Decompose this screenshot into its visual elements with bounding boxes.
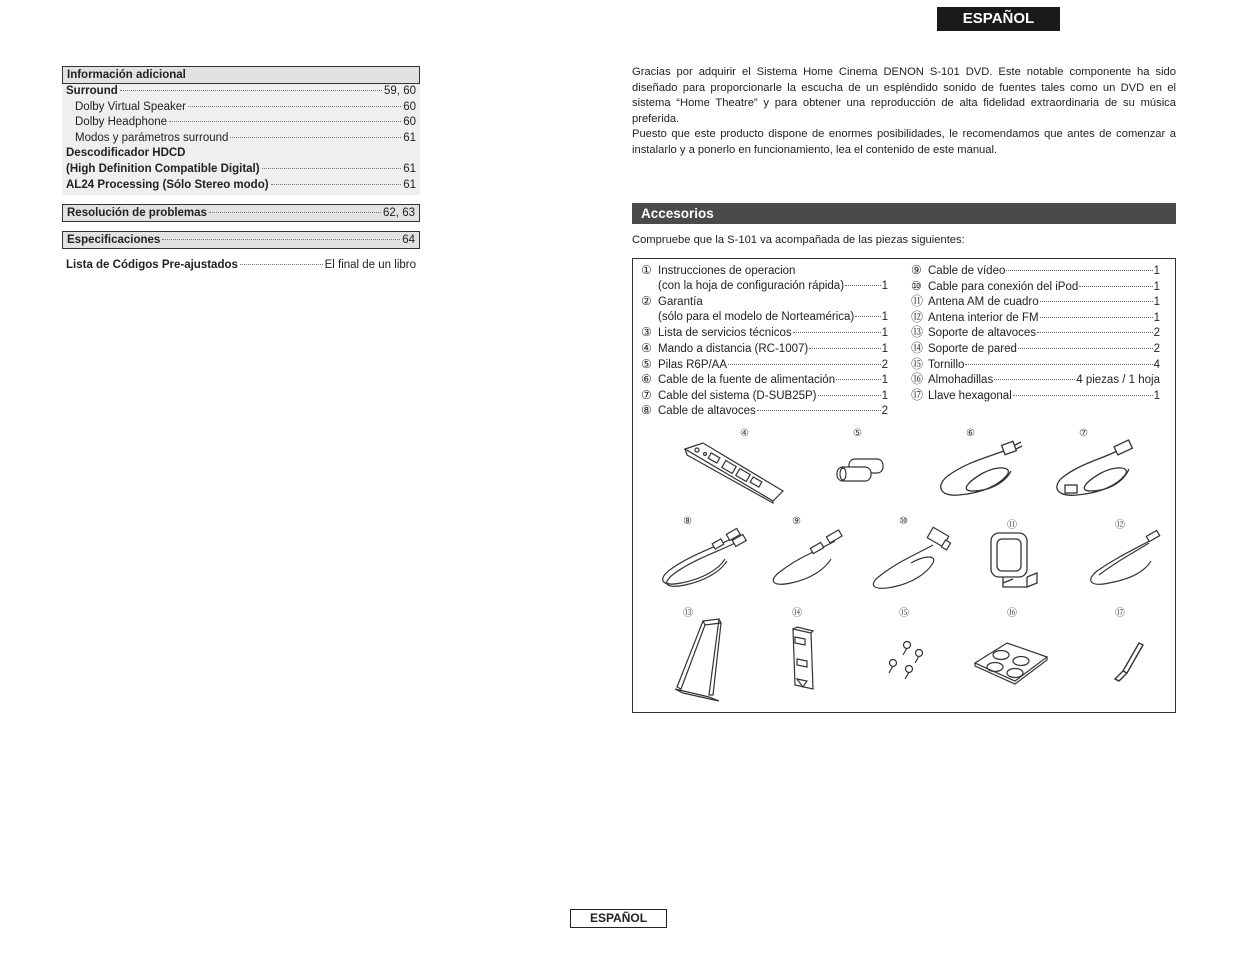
accessory-number: ⑬ (911, 325, 924, 340)
toc-section-block (62, 84, 420, 195)
accessory-number: ⑥ (641, 372, 652, 387)
accessory-item (911, 294, 1160, 310)
illustration-number: ⑧ (683, 516, 692, 527)
accessory-item (641, 372, 888, 388)
toc-entry-label: (High Definition Compatible Digital) (66, 162, 260, 175)
accessory-quantity: 1 (1153, 265, 1160, 277)
accessory-item (641, 325, 888, 341)
accessory-label: (con la hoja de configuración rápida) (658, 279, 845, 292)
accessory-number: ⑰ (911, 387, 924, 402)
accessory-number: ⑦ (641, 387, 652, 402)
toc-entry[interactable] (66, 84, 416, 100)
toc-entry-label: Dolby Virtual Speaker (75, 100, 187, 113)
illustration-number: ⑤ (853, 428, 862, 439)
toc-entry[interactable] (66, 146, 416, 162)
accessory-item (641, 279, 888, 295)
accessory-number: ⑧ (641, 403, 652, 418)
accessory-number: ⑯ (911, 372, 924, 387)
toc-entry[interactable] (66, 115, 416, 131)
accessory-item (641, 310, 888, 326)
accessory-quantity: 1 (881, 279, 888, 292)
power-cord-icon (929, 439, 1025, 503)
accessory-quantity: 4 (1153, 358, 1160, 371)
batteries-icon (833, 453, 889, 489)
illustration-number: ⑦ (1079, 428, 1088, 439)
accessories-check-text: Compruebe que la S-101 va acompañada de las piezas siguientes: (632, 234, 965, 246)
accessory-label: Almohadillas (928, 374, 994, 387)
accessory-item (911, 357, 1160, 373)
accessory-label: Cable de la fuente de alimentación (658, 374, 836, 387)
illustration-number: ⑰ (1115, 608, 1125, 619)
accessory-number: ⑫ (911, 309, 924, 324)
accessory-item (641, 388, 888, 404)
accessories-list-left (641, 263, 888, 419)
illustration-number: ⑥ (966, 428, 975, 439)
accessory-item (911, 388, 1160, 404)
toc-entry[interactable] (66, 100, 416, 116)
accessory-item (641, 357, 888, 373)
toc-entry-page: 61 (403, 162, 416, 175)
wall-bracket-icon (783, 623, 823, 697)
accessory-label: Antena interior de FM (928, 311, 1039, 324)
accessory-label: Soporte de altavoces (928, 327, 1037, 340)
toc-entry-page: 61 (403, 178, 416, 191)
accessory-quantity: 2 (881, 405, 888, 418)
accessory-number: ④ (641, 340, 652, 355)
toc-entry-page: 60 (403, 116, 416, 129)
accessory-item (911, 372, 1160, 388)
toc-entry-label: Dolby Headphone (75, 116, 168, 129)
toc-entry[interactable] (66, 178, 416, 194)
toc-entry-label: Modos y parámetros surround (75, 131, 229, 144)
accessory-label: Mando a distancia (RC-1007) (658, 342, 809, 355)
toc-entry-page: 61 (403, 131, 416, 144)
accessory-label: Tornillo (928, 358, 965, 371)
accessory-number: ⑪ (911, 294, 924, 309)
accessory-quantity: 1 (881, 389, 888, 402)
hex-key-icon (1109, 639, 1149, 685)
toc-entry-label: AL24 Processing (Sólo Stereo modo) (66, 178, 269, 191)
intro-paragraph: Puesto que este producto dispone de enormes posibilidades, le recomendamos que antes de comenzar a instalarlo y a ponerlo en funcionamiento, lea el contenido de este manual. (632, 128, 1176, 156)
toc-entry-page: 60 (403, 100, 416, 113)
accessory-label: Llave hexagonal (928, 389, 1012, 402)
illustration-number: ⑮ (899, 608, 909, 619)
accessory-label: Antena AM de cuadro (928, 296, 1039, 309)
toc-entry-page: 62, 63 (383, 207, 415, 220)
accessory-label: Cable para conexión del iPod (928, 280, 1079, 293)
remote-control-icon (673, 435, 793, 507)
accessory-label: Lista de servicios técnicos (658, 327, 792, 340)
accessory-quantity: 4 piezas / 1 hoja (1076, 374, 1160, 387)
toc-entry-page: 64 (402, 234, 415, 247)
accessory-label: Garantía (658, 296, 703, 309)
accessory-number: ① (641, 263, 652, 277)
illustration-number: ⑪ (1007, 520, 1017, 531)
accessory-quantity: 1 (1153, 311, 1160, 324)
accessory-item (641, 294, 888, 310)
toc-entry-label: Especificaciones (67, 234, 161, 247)
system-cable-icon (1045, 439, 1141, 503)
accessories-heading: Accesorios (632, 203, 1176, 224)
accessory-label: (sólo para el modelo de Norteamérica) (658, 310, 855, 323)
toc-entry-label: Descodificador HDCD (66, 147, 186, 160)
toc-entry-page: 59, 60 (384, 85, 416, 97)
toc-entry[interactable] (66, 162, 416, 178)
toc-preset-codes[interactable] (62, 258, 420, 274)
toc-troubleshooting[interactable] (62, 204, 420, 222)
accessory-quantity: 2 (1153, 342, 1160, 355)
accessory-number: ⑮ (911, 356, 924, 371)
accessory-label: Soporte de pared (928, 342, 1017, 355)
screws-icon (883, 639, 927, 685)
accessory-item (911, 325, 1160, 341)
intro-paragraph: Gracias por adquirir el Sistema Home Cinema DENON S-101 DVD. Este notable componente ha sido diseñado para proporcionarle la escucha de un espléndido sonido de fuentes tales como un DVD en el sistema “Home Theatre” y para obtener una reproducción de alta fidelidad extraordinaria de su música preferida. (632, 66, 1176, 125)
toc-entry-label: Lista de Códigos Pre-ajustados (66, 259, 238, 272)
accessory-label: Cable del sistema (D-SUB25P) (658, 389, 817, 402)
toc-entry-label: Surround (66, 85, 118, 97)
fm-antenna-icon (1079, 529, 1169, 591)
accessory-item (911, 310, 1160, 326)
accessories-box (632, 258, 1176, 713)
illustration-number: ⑨ (792, 516, 801, 527)
toc-entry-label: Resolución de problemas (67, 207, 207, 220)
accessory-quantity: 1 (1153, 389, 1160, 402)
accessory-number: ⑭ (911, 340, 924, 355)
illustration-number: ⑬ (683, 608, 693, 619)
illustration-number: ⑫ (1115, 520, 1125, 531)
accessory-quantity: 1 (1153, 280, 1160, 293)
speaker-stand-icon (669, 615, 739, 705)
table-of-contents (62, 66, 420, 274)
ipod-cable-icon (859, 525, 959, 595)
accessory-quantity: 2 (881, 358, 888, 371)
accessory-label: Pilas R6P/AA (658, 358, 728, 371)
illustration-number: ⑩ (899, 516, 908, 527)
accessory-quantity: 1 (1153, 296, 1160, 309)
accessory-quantity: 2 (1153, 327, 1160, 340)
accessory-number: ③ (641, 325, 652, 340)
accessory-item (641, 341, 888, 357)
pads-sheet-icon (971, 637, 1051, 687)
accessory-number: ⑤ (641, 356, 652, 371)
accessory-number: ⑨ (911, 263, 922, 277)
accessory-quantity: 1 (881, 374, 888, 387)
language-tab: ESPAÑOL (937, 7, 1060, 31)
video-cable-icon (759, 525, 849, 591)
accessory-quantity: 1 (881, 342, 888, 355)
accessory-item (641, 403, 888, 419)
toc-entry[interactable] (66, 131, 416, 147)
accessory-item (911, 279, 1160, 295)
accessory-item (641, 263, 888, 279)
illustration-number: ④ (740, 428, 749, 439)
accessory-quantity: 1 (881, 310, 888, 323)
speaker-cable-icon (647, 525, 747, 591)
accessory-number: ⑩ (911, 278, 922, 293)
toc-specifications[interactable] (62, 231, 420, 249)
accessory-item (911, 341, 1160, 357)
accessory-label: Instrucciones de operacion (658, 265, 796, 277)
am-loop-antenna-icon (983, 527, 1043, 591)
illustration-number: ⑭ (792, 608, 802, 619)
accessories-list-right (911, 263, 1160, 403)
accessory-item (911, 263, 1160, 279)
illustration-number: ⑯ (1007, 608, 1017, 619)
accessory-label: Cable de vídeo (928, 265, 1006, 277)
intro-text (632, 65, 1176, 158)
footer-language-label: ESPAÑOL (570, 909, 667, 928)
accessory-quantity: 1 (881, 327, 888, 340)
accessory-label: Cable de altavoces (658, 405, 756, 418)
toc-entry-page: El final de un libro (324, 259, 416, 272)
accessory-number: ② (641, 294, 652, 309)
toc-section-title: Información adicional (62, 66, 420, 84)
